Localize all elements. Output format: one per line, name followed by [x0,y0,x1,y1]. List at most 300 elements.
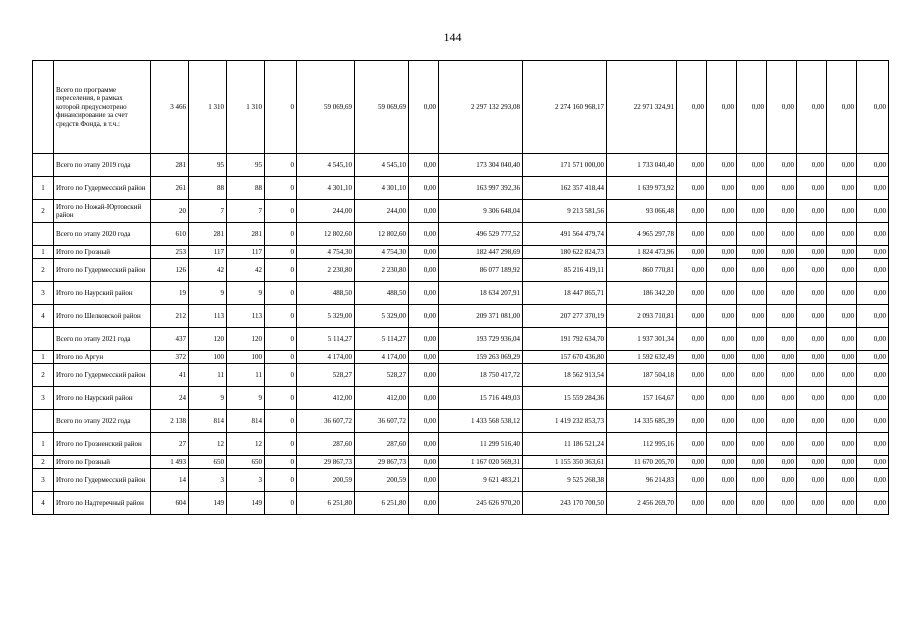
zero-col-1-cell: 0,00 [677,328,707,351]
zero-col-6-cell: 0,00 [827,387,857,410]
zero-col-1-cell: 0,00 [677,387,707,410]
col-7-cell: 0,00 [409,364,439,387]
col-9-cell: 491 564 479,74 [523,223,607,246]
col-9-cell: 180 622 824,73 [523,246,607,259]
page-number: 144 [443,30,462,44]
zero-col-4-cell: 0,00 [767,456,797,469]
col-1-cell: 1 493 [151,456,189,469]
col-1-cell: 126 [151,259,189,282]
row-name-cell: Всего по этапу 2019 года [54,154,151,177]
zero-col-3-cell: 0,00 [737,492,767,515]
col-8-cell: 9 621 483,21 [439,469,523,492]
col-7-cell: 0,00 [409,200,439,223]
zero-col-2-cell: 0,00 [707,387,737,410]
zero-col-2-cell: 0,00 [707,223,737,246]
col-2-cell: 95 [189,154,227,177]
row-number-cell: 3 [33,282,54,305]
zero-col-2-cell: 0,00 [707,246,737,259]
zero-col-7-cell: 0,00 [857,282,889,305]
table-row [33,200,889,223]
zero-col-3-cell: 0,00 [737,469,767,492]
zero-col-4-cell: 0,00 [767,177,797,200]
col-10-cell: 157 164,67 [607,387,677,410]
zero-col-1-cell: 0,00 [677,433,707,456]
zero-col-2-cell: 0,00 [707,328,737,351]
zero-col-3-cell: 0,00 [737,259,767,282]
zero-col-2-cell: 0,00 [707,61,737,154]
col-4-cell: 0 [265,456,297,469]
col-9-cell: 243 170 700,50 [523,492,607,515]
zero-col-7-cell: 0,00 [857,154,889,177]
col-6-cell: 2 230,80 [355,259,409,282]
table-row [33,456,889,469]
zero-col-7-cell: 0,00 [857,410,889,433]
col-1-cell: 20 [151,200,189,223]
col-4-cell: 0 [265,410,297,433]
col-9-cell: 9 213 581,56 [523,200,607,223]
col-7-cell: 0,00 [409,154,439,177]
col-7-cell: 0,00 [409,61,439,154]
zero-col-3-cell: 0,00 [737,387,767,410]
col-7-cell: 0,00 [409,259,439,282]
col-5-cell: 12 802,60 [297,223,355,246]
table-row [33,223,889,246]
table-row [33,492,889,515]
table-row [33,61,889,154]
col-5-cell: 528,27 [297,364,355,387]
col-8-cell: 245 626 970,20 [439,492,523,515]
table-row [33,364,889,387]
col-6-cell: 200,59 [355,469,409,492]
col-7-cell: 0,00 [409,282,439,305]
row-number-cell: 4 [33,492,54,515]
table-row [33,351,889,364]
col-2-cell: 281 [189,223,227,246]
col-6-cell: 488,50 [355,282,409,305]
table-row [33,305,889,328]
col-2-cell: 7 [189,200,227,223]
zero-col-4-cell: 0,00 [767,305,797,328]
zero-col-4-cell: 0,00 [767,492,797,515]
zero-col-1-cell: 0,00 [677,223,707,246]
row-number-cell [33,328,54,351]
col-9-cell: 162 357 418,44 [523,177,607,200]
col-4-cell: 0 [265,328,297,351]
row-name-cell: Всего по этапу 2022 года [54,410,151,433]
col-8-cell: 15 716 449,03 [439,387,523,410]
col-5-cell: 29 867,73 [297,456,355,469]
zero-col-4-cell: 0,00 [767,364,797,387]
zero-col-7-cell: 0,00 [857,433,889,456]
col-3-cell: 1 310 [227,61,265,154]
col-6-cell: 287,60 [355,433,409,456]
col-5-cell: 59 069,69 [297,61,355,154]
zero-col-5-cell: 0,00 [797,305,827,328]
zero-col-6-cell: 0,00 [827,282,857,305]
zero-col-3-cell: 0,00 [737,246,767,259]
row-name-cell: Итого по Наурский район [54,387,151,410]
zero-col-7-cell: 0,00 [857,364,889,387]
col-8-cell: 159 263 069,29 [439,351,523,364]
col-3-cell: 42 [227,259,265,282]
col-7-cell: 0,00 [409,351,439,364]
col-4-cell: 0 [265,246,297,259]
col-2-cell: 100 [189,351,227,364]
zero-col-2-cell: 0,00 [707,364,737,387]
col-6-cell: 36 607,72 [355,410,409,433]
col-9-cell: 157 670 436,80 [523,351,607,364]
zero-col-7-cell: 0,00 [857,351,889,364]
col-2-cell: 9 [189,387,227,410]
zero-col-5-cell: 0,00 [797,433,827,456]
col-3-cell: 650 [227,456,265,469]
zero-col-3-cell: 0,00 [737,364,767,387]
zero-col-1-cell: 0,00 [677,364,707,387]
row-name-cell: Итого по Наурский район [54,282,151,305]
col-5-cell: 5 329,00 [297,305,355,328]
col-4-cell: 0 [265,387,297,410]
col-8-cell: 2 297 132 293,08 [439,61,523,154]
col-9-cell: 18 447 865,71 [523,282,607,305]
col-7-cell: 0,00 [409,387,439,410]
col-10-cell: 1 639 973,92 [607,177,677,200]
col-8-cell: 1 167 020 569,31 [439,456,523,469]
col-2-cell: 117 [189,246,227,259]
zero-col-2-cell: 0,00 [707,469,737,492]
zero-col-6-cell: 0,00 [827,456,857,469]
col-1-cell: 2 138 [151,410,189,433]
zero-col-2-cell: 0,00 [707,410,737,433]
zero-col-6-cell: 0,00 [827,223,857,246]
col-10-cell: 860 770,81 [607,259,677,282]
col-3-cell: 117 [227,246,265,259]
col-4-cell: 0 [265,61,297,154]
zero-col-7-cell: 0,00 [857,387,889,410]
col-4-cell: 0 [265,305,297,328]
zero-col-1-cell: 0,00 [677,492,707,515]
row-number-cell: 2 [33,200,54,223]
zero-col-3-cell: 0,00 [737,351,767,364]
col-7-cell: 0,00 [409,177,439,200]
zero-col-4-cell: 0,00 [767,61,797,154]
col-5-cell: 412,00 [297,387,355,410]
col-5-cell: 4 174,00 [297,351,355,364]
row-name-cell: Итого по Гудермесский район [54,469,151,492]
col-9-cell: 85 216 419,11 [523,259,607,282]
zero-col-2-cell: 0,00 [707,433,737,456]
col-2-cell: 1 310 [189,61,227,154]
col-2-cell: 88 [189,177,227,200]
col-4-cell: 0 [265,469,297,492]
zero-col-5-cell: 0,00 [797,410,827,433]
zero-col-4-cell: 0,00 [767,200,797,223]
row-number-cell: 2 [33,259,54,282]
zero-col-6-cell: 0,00 [827,469,857,492]
row-name-cell: Итого по Гудермесский район [54,364,151,387]
zero-col-1-cell: 0,00 [677,305,707,328]
zero-col-6-cell: 0,00 [827,154,857,177]
zero-col-3-cell: 0,00 [737,282,767,305]
col-6-cell: 244,00 [355,200,409,223]
table-row [33,259,889,282]
col-2-cell: 42 [189,259,227,282]
zero-col-3-cell: 0,00 [737,200,767,223]
zero-col-3-cell: 0,00 [737,223,767,246]
col-4-cell: 0 [265,200,297,223]
col-10-cell: 1 592 632,49 [607,351,677,364]
row-number-cell [33,223,54,246]
zero-col-5-cell: 0,00 [797,177,827,200]
col-5-cell: 4 545,10 [297,154,355,177]
col-4-cell: 0 [265,364,297,387]
zero-col-7-cell: 0,00 [857,328,889,351]
col-1-cell: 14 [151,469,189,492]
col-1-cell: 41 [151,364,189,387]
col-9-cell: 171 571 000,00 [523,154,607,177]
table-row [33,433,889,456]
col-9-cell: 2 274 160 968,17 [523,61,607,154]
col-2-cell: 113 [189,305,227,328]
col-9-cell: 11 186 521,24 [523,433,607,456]
col-8-cell: 193 729 936,04 [439,328,523,351]
table-row [33,469,889,492]
row-number-cell [33,154,54,177]
zero-col-1-cell: 0,00 [677,351,707,364]
zero-col-5-cell: 0,00 [797,387,827,410]
col-6-cell: 5 114,27 [355,328,409,351]
row-name-cell: Итого по Гудермесский район [54,177,151,200]
col-3-cell: 95 [227,154,265,177]
col-9-cell: 191 792 634,70 [523,328,607,351]
col-10-cell: 186 342,20 [607,282,677,305]
col-1-cell: 372 [151,351,189,364]
col-8-cell: 11 299 516,40 [439,433,523,456]
col-2-cell: 11 [189,364,227,387]
col-3-cell: 100 [227,351,265,364]
zero-col-6-cell: 0,00 [827,410,857,433]
col-8-cell: 209 371 081,00 [439,305,523,328]
col-6-cell: 4 174,00 [355,351,409,364]
col-2-cell: 12 [189,433,227,456]
zero-col-5-cell: 0,00 [797,351,827,364]
zero-col-1-cell: 0,00 [677,259,707,282]
zero-col-1-cell: 0,00 [677,200,707,223]
zero-col-7-cell: 0,00 [857,492,889,515]
zero-col-6-cell: 0,00 [827,351,857,364]
col-4-cell: 0 [265,177,297,200]
col-4-cell: 0 [265,351,297,364]
row-name-cell: Итого по Грозный [54,246,151,259]
col-7-cell: 0,00 [409,328,439,351]
zero-col-5-cell: 0,00 [797,259,827,282]
zero-col-7-cell: 0,00 [857,469,889,492]
zero-col-4-cell: 0,00 [767,246,797,259]
col-8-cell: 86 077 189,92 [439,259,523,282]
col-10-cell: 4 965 297,78 [607,223,677,246]
zero-col-7-cell: 0,00 [857,456,889,469]
zero-col-6-cell: 0,00 [827,364,857,387]
col-8-cell: 173 304 040,40 [439,154,523,177]
zero-col-1-cell: 0,00 [677,456,707,469]
zero-col-2-cell: 0,00 [707,259,737,282]
col-9-cell: 18 562 913,54 [523,364,607,387]
col-4-cell: 0 [265,223,297,246]
col-8-cell: 182 447 298,69 [439,246,523,259]
zero-col-3-cell: 0,00 [737,456,767,469]
col-5-cell: 6 251,80 [297,492,355,515]
col-10-cell: 14 335 685,39 [607,410,677,433]
col-3-cell: 113 [227,305,265,328]
col-2-cell: 814 [189,410,227,433]
col-7-cell: 0,00 [409,433,439,456]
zero-col-5-cell: 0,00 [797,154,827,177]
col-1-cell: 437 [151,328,189,351]
zero-col-2-cell: 0,00 [707,456,737,469]
row-number-cell: 4 [33,305,54,328]
zero-col-6-cell: 0,00 [827,305,857,328]
table-row [33,282,889,305]
zero-col-7-cell: 0,00 [857,246,889,259]
col-5-cell: 4 301,10 [297,177,355,200]
col-6-cell: 59 069,69 [355,61,409,154]
zero-col-3-cell: 0,00 [737,61,767,154]
zero-col-6-cell: 0,00 [827,61,857,154]
col-7-cell: 0,00 [409,456,439,469]
zero-col-5-cell: 0,00 [797,364,827,387]
col-9-cell: 15 559 284,36 [523,387,607,410]
col-3-cell: 149 [227,492,265,515]
table-row [33,387,889,410]
zero-col-4-cell: 0,00 [767,328,797,351]
col-7-cell: 0,00 [409,305,439,328]
zero-col-7-cell: 0,00 [857,259,889,282]
table-row [33,410,889,433]
col-6-cell: 4 754,30 [355,246,409,259]
col-3-cell: 9 [227,282,265,305]
col-4-cell: 0 [265,154,297,177]
col-8-cell: 9 306 648,04 [439,200,523,223]
zero-col-2-cell: 0,00 [707,282,737,305]
zero-col-5-cell: 0,00 [797,246,827,259]
col-9-cell: 9 525 268,38 [523,469,607,492]
col-6-cell: 528,27 [355,364,409,387]
zero-col-1-cell: 0,00 [677,61,707,154]
zero-col-1-cell: 0,00 [677,469,707,492]
col-10-cell: 93 066,48 [607,200,677,223]
zero-col-1-cell: 0,00 [677,246,707,259]
row-number-cell [33,410,54,433]
zero-col-5-cell: 0,00 [797,200,827,223]
col-10-cell: 96 214,83 [607,469,677,492]
zero-col-5-cell: 0,00 [797,282,827,305]
row-name-cell: Итого по Шелковской район [54,305,151,328]
table-row [33,177,889,200]
row-number-cell [33,61,54,154]
col-2-cell: 120 [189,328,227,351]
row-name-cell: Итого по Надтеречный район [54,492,151,515]
col-8-cell: 18 634 207,91 [439,282,523,305]
zero-col-3-cell: 0,00 [737,410,767,433]
col-10-cell: 1 733 040,40 [607,154,677,177]
zero-col-5-cell: 0,00 [797,469,827,492]
col-4-cell: 0 [265,259,297,282]
col-4-cell: 0 [265,282,297,305]
zero-col-7-cell: 0,00 [857,177,889,200]
table-row [33,328,889,351]
zero-col-3-cell: 0,00 [737,154,767,177]
zero-col-5-cell: 0,00 [797,492,827,515]
zero-col-6-cell: 0,00 [827,177,857,200]
zero-col-3-cell: 0,00 [737,305,767,328]
col-3-cell: 88 [227,177,265,200]
col-5-cell: 36 607,72 [297,410,355,433]
zero-col-5-cell: 0,00 [797,61,827,154]
zero-col-7-cell: 0,00 [857,61,889,154]
col-2-cell: 3 [189,469,227,492]
col-7-cell: 0,00 [409,492,439,515]
col-3-cell: 3 [227,469,265,492]
zero-col-2-cell: 0,00 [707,305,737,328]
zero-col-7-cell: 0,00 [857,305,889,328]
zero-col-2-cell: 0,00 [707,154,737,177]
zero-col-6-cell: 0,00 [827,246,857,259]
col-6-cell: 6 251,80 [355,492,409,515]
col-3-cell: 7 [227,200,265,223]
col-3-cell: 814 [227,410,265,433]
zero-col-2-cell: 0,00 [707,200,737,223]
zero-col-1-cell: 0,00 [677,154,707,177]
col-6-cell: 29 867,73 [355,456,409,469]
zero-col-4-cell: 0,00 [767,387,797,410]
table-row [33,246,889,259]
zero-col-7-cell: 0,00 [857,200,889,223]
col-1-cell: 604 [151,492,189,515]
col-10-cell: 112 995,16 [607,433,677,456]
zero-col-1-cell: 0,00 [677,410,707,433]
col-5-cell: 2 230,80 [297,259,355,282]
zero-col-6-cell: 0,00 [827,328,857,351]
zero-col-4-cell: 0,00 [767,469,797,492]
col-1-cell: 281 [151,154,189,177]
zero-col-4-cell: 0,00 [767,259,797,282]
zero-col-5-cell: 0,00 [797,456,827,469]
col-7-cell: 0,00 [409,246,439,259]
col-10-cell: 1 937 301,34 [607,328,677,351]
row-number-cell: 1 [33,246,54,259]
zero-col-4-cell: 0,00 [767,154,797,177]
col-7-cell: 0,00 [409,223,439,246]
col-1-cell: 253 [151,246,189,259]
col-10-cell: 187 504,18 [607,364,677,387]
zero-col-7-cell: 0,00 [857,223,889,246]
row-number-cell: 1 [33,177,54,200]
col-4-cell: 0 [265,433,297,456]
zero-col-6-cell: 0,00 [827,259,857,282]
zero-col-2-cell: 0,00 [707,177,737,200]
col-5-cell: 287,60 [297,433,355,456]
col-7-cell: 0,00 [409,410,439,433]
zero-col-2-cell: 0,00 [707,492,737,515]
col-6-cell: 5 329,00 [355,305,409,328]
row-name-cell: Итого по Грозненский район [54,433,151,456]
col-9-cell: 207 277 370,19 [523,305,607,328]
col-8-cell: 1 433 568 538,12 [439,410,523,433]
zero-col-4-cell: 0,00 [767,282,797,305]
col-9-cell: 1 419 232 853,73 [523,410,607,433]
row-name-cell: Итого по Ножай-Юртовский район [54,200,151,223]
zero-col-3-cell: 0,00 [737,328,767,351]
row-name-cell: Всего по этапу 2020 года [54,223,151,246]
